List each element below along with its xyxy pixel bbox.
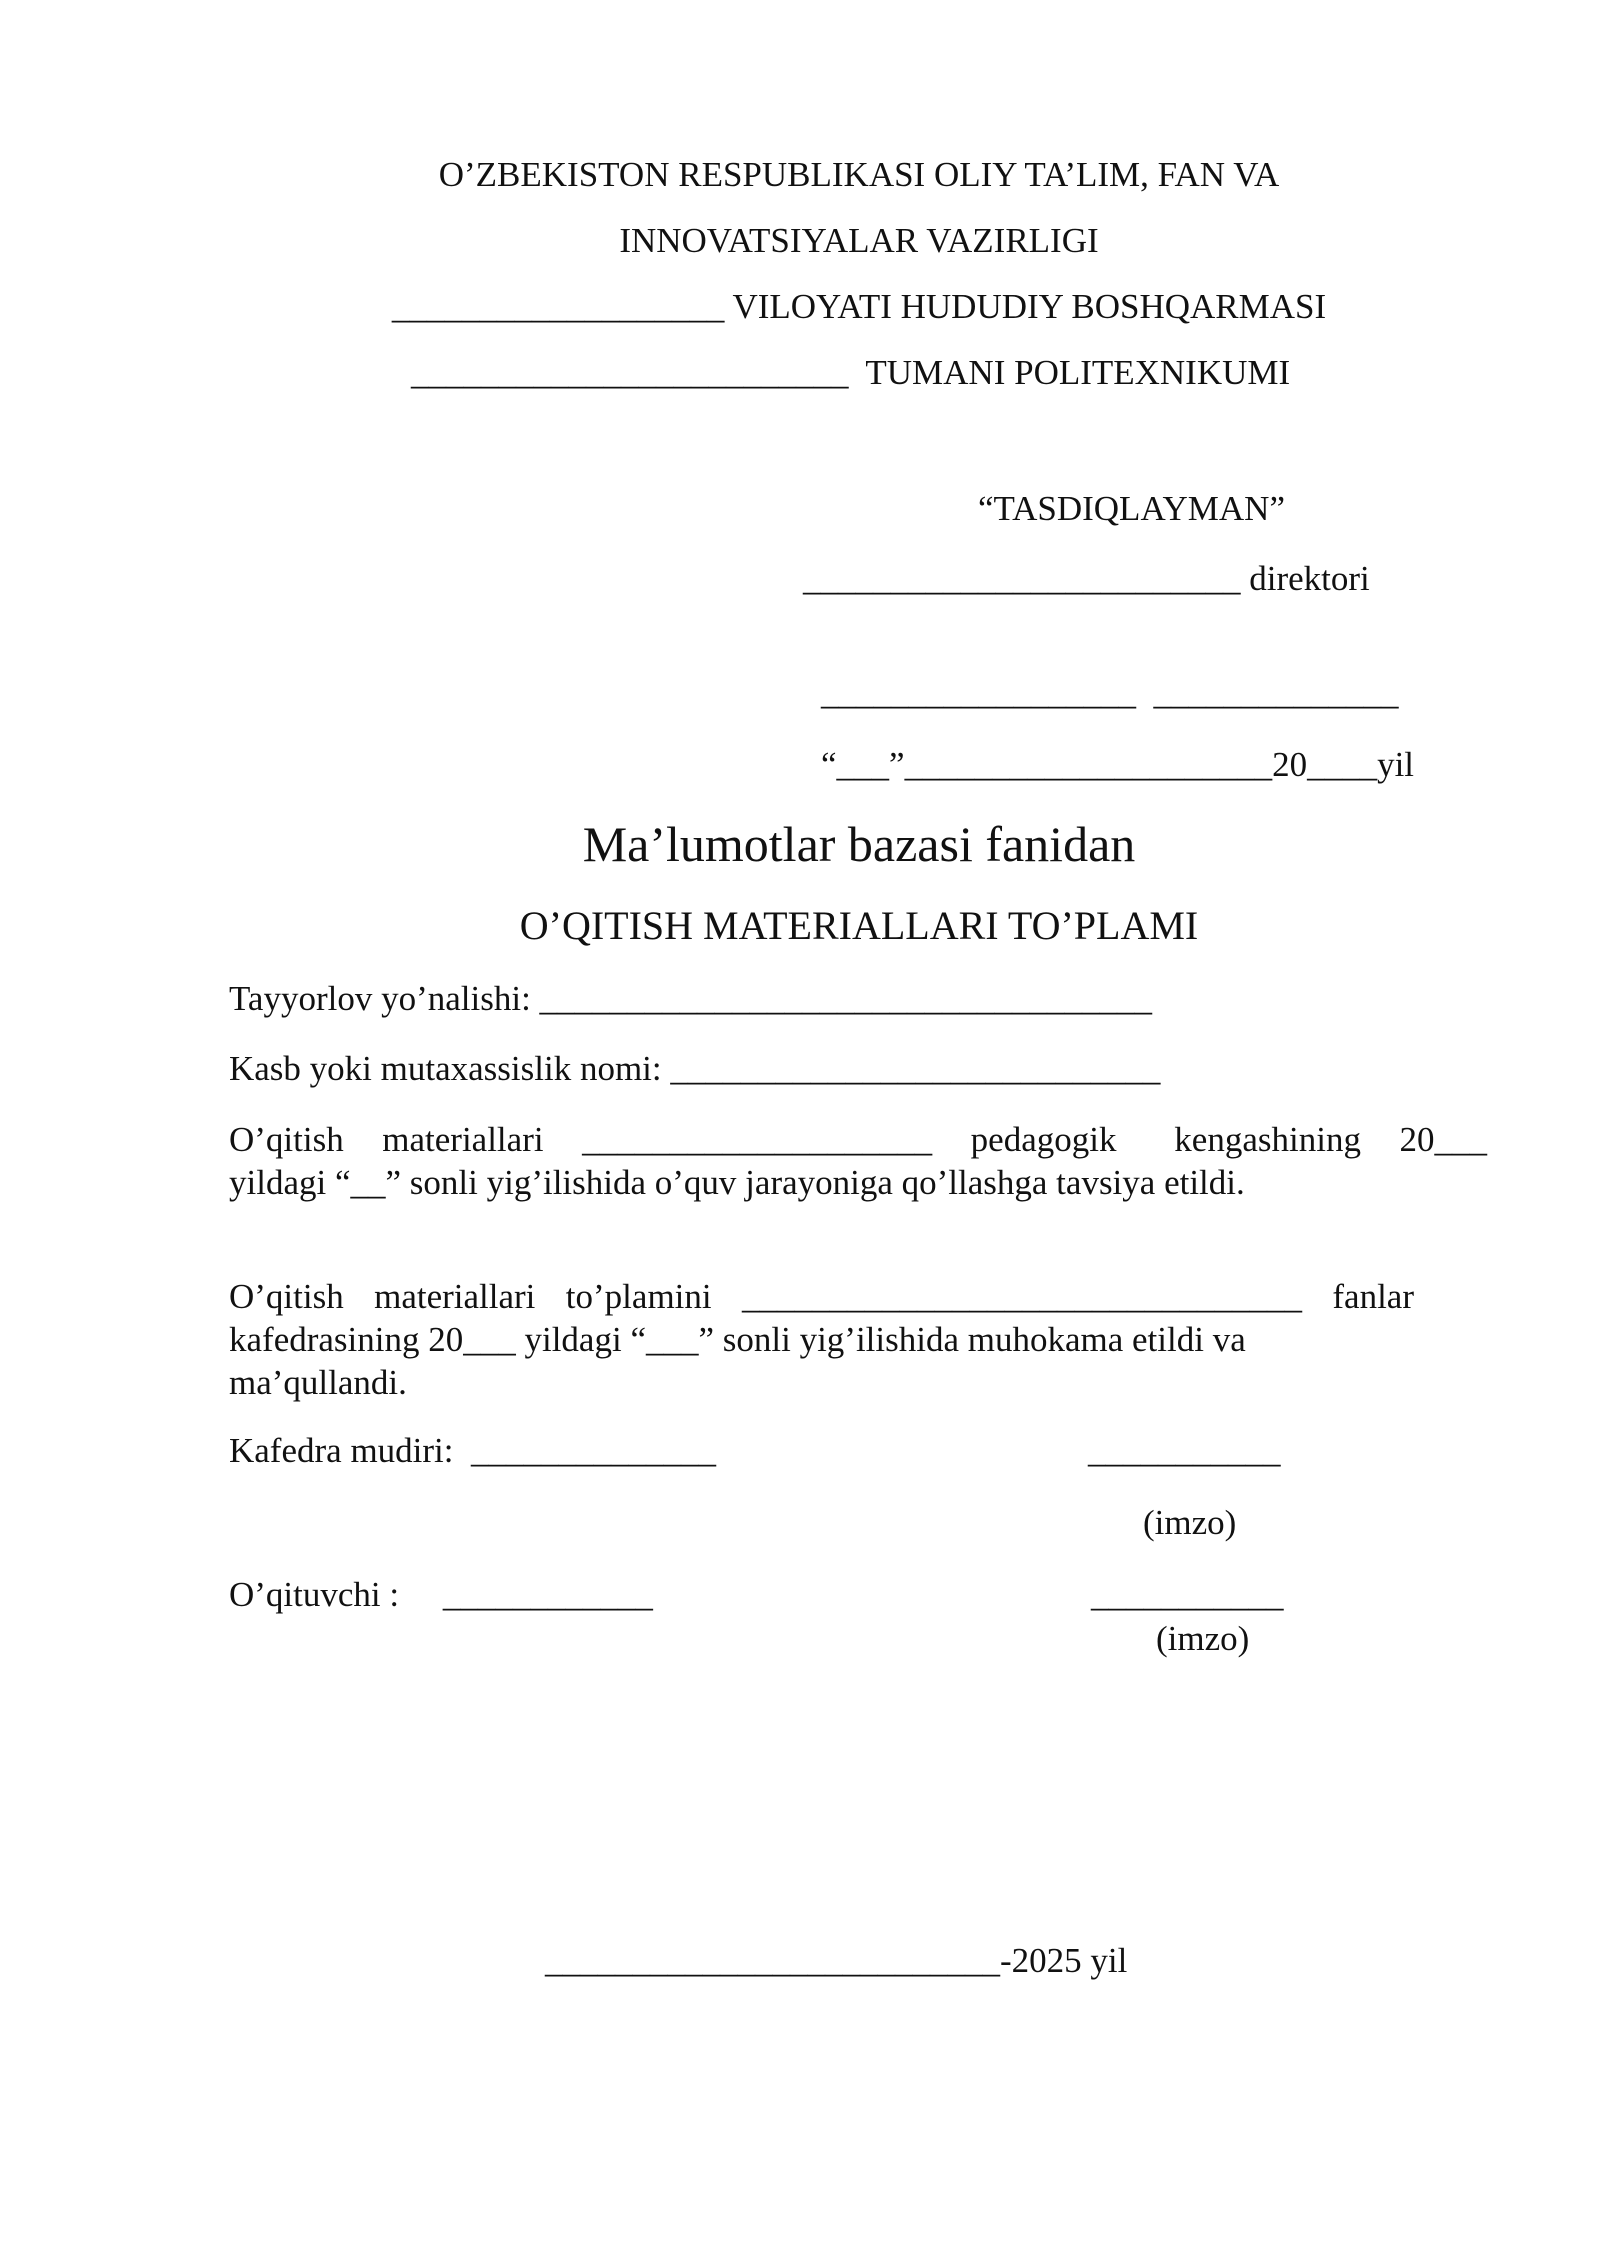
direction-field: Tayyorlov yo’nalishi: ___________________________________ [229, 979, 1153, 1018]
department-head-label: Kafedra mudiri: ______________ [229, 1431, 716, 1470]
teacher-signature-line: ___________ [1091, 1575, 1284, 1614]
paragraph-1-line-2: yildagi “__” sonli yig’ilishida o’quv jarayoniga qo’llashga tavsiya etildi. [229, 1163, 1245, 1202]
teacher-label: O’qituvchi : ____________ [229, 1575, 653, 1614]
region-line: ___________________ VILOYATI HUDUDIY BOSHQARMASI [391, 287, 1327, 326]
approval-date-line: “___”_____________________20____yil [821, 745, 1415, 784]
director-line: _________________________ direktori [803, 559, 1370, 598]
ministry-line-2: INNOVATSIYALAR VAZIRLIGI [619, 221, 1099, 260]
department-head-signature-line: ___________ [1088, 1431, 1281, 1470]
teacher-signature-caption: (imzo) [1156, 1619, 1250, 1658]
paragraph-2-line-2: kafedrasining 20___ yildagi “___” sonli yig’ilishida muhokama etildi va [229, 1320, 1246, 1359]
subject-title: Ma’lumotlar bazasi fanidan [582, 816, 1136, 872]
director-name-line: __________________ ______________ [821, 673, 1399, 712]
department-head-signature-caption: (imzo) [1143, 1503, 1237, 1542]
main-title: O’QITISH MATERIALLARI TO’PLAMI [519, 903, 1199, 948]
paragraph-2-line-1: O’qitish materiallari to’plamini ________________________________ fanlar [229, 1277, 1414, 1316]
department-paragraph [229, 1275, 1414, 1404]
ministry-line-1: O’ZBEKISTON RESPUBLIKASI OLIY TA’LIM, FAN VA [438, 155, 1280, 194]
footer-year: __________________________-2025 yil [545, 1941, 1128, 1980]
paragraph-1-line-1: O’qitish materiallari ____________________ pedagogik kengashining 20___ [229, 1120, 1487, 1159]
paragraph-2-line-3: ma’qullandi. [229, 1363, 407, 1402]
profession-field: Kasb yoki mutaxassislik nomi: ____________________________ [229, 1049, 1161, 1088]
pedagogical-council-paragraph [229, 1118, 1487, 1204]
district-line: _________________________ TUMANI POLITEXNIKUMI [411, 353, 1291, 392]
approval-stamp: “TASDIQLAYMAN” [978, 489, 1285, 528]
